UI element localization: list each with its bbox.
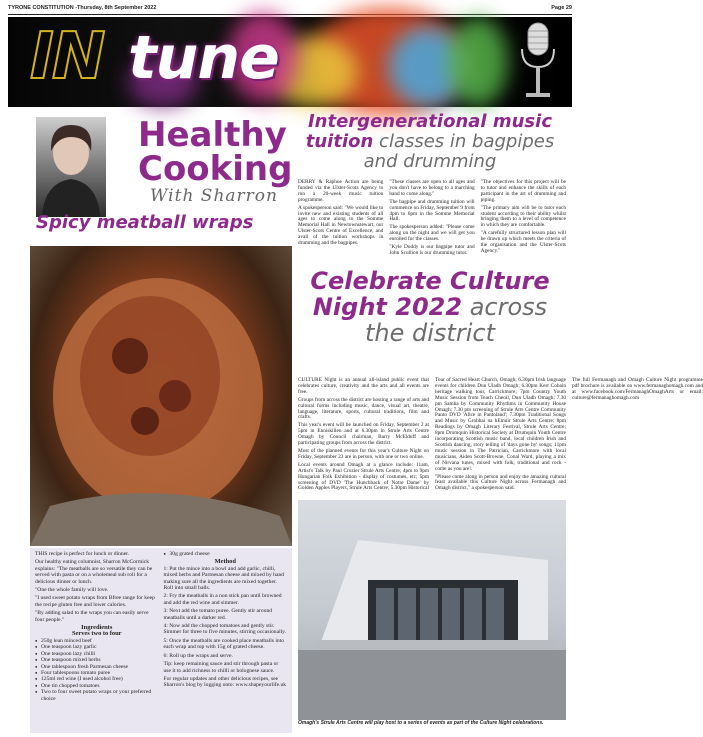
page-number: Page 29 — [551, 5, 572, 11]
recipe-title: Spicy meatball wraps — [36, 212, 254, 233]
article-paragraph: Local events around Omagh at a glance include: 11am, Artist's Talk by Paul Crozier Strule Arts Centre; 4pm to 9pm Hungarian Folk Exhibition - display of costumes, etc; 5pm screening of DVD 'The Hunchback of Notre Dame' by Golden Apples Players, Strule Arts Centre; 5.30pm Historical Tour of Sacred Heart Church, Omagh; 6.30pm Irish language events for children Dun Uladh Omagh; 6.30pm Kerr Cobain heritage walking tour, Carrickmore; 7pm Country Youth Music Session from Teach Cheoil, Dun Uladh Omagh; 7.30 pm Samba by Community Rhythms in Community House Omagh; 7.30 pm screening of Strule Arts Centre Community Panto DVD 'Alice in Pantoland'; 7.30pm Traditional Songs and Music by Grobhaí na hEmuir Strule Arts Centre; 8pm Readings by Omagh Literary Festival, Strule Arts Centre; 8pm Drumquin Historical Society at Drumquin Youth Centre incorporating Scottish music band, local children Irish and Scottish dancing, story telling of 'days gone by' songs; 11pm music session in The Patrician, Carrickmore with local musicians, Aiden Scott-Browne, Conal Ward, playing a mix of Nirvana tunes, mixed with folk, traditional and rock - come as you are!. — [298, 377, 566, 492]
recipe-right-column — [164, 551, 288, 730]
method-tip: Tip: keep remaining sauce and stir through pasta or use it to add richness to chilli or bolognese sauce. — [163, 661, 279, 674]
ingredient-item: ● One teaspoon lazy garlic — [35, 644, 159, 650]
page-header — [8, 3, 572, 15]
ingredient-item: ● 125ml red wine (I used alcohol free) — [35, 676, 159, 682]
culture-headline-a: Celebrate Culture Night 2022 — [310, 267, 550, 321]
intro-p4: "I used sweet potato wraps from Bfree range for keep the recipe gluten free and lower calories. — [35, 595, 155, 608]
intro-p1: THIS recipe is perfect for lunch or dinner. — [35, 551, 130, 557]
ingredient-item: ● One teaspoon mixed herbs — [35, 657, 159, 663]
article-paragraph: The spokesperson added: "Please come along on the night and we will get you enrolled for the classes. — [389, 224, 475, 243]
culture-article — [298, 377, 703, 494]
intergen-headline-a: Intergenerational music tuition — [305, 111, 552, 152]
serves-heading: Serves two to four — [71, 630, 122, 638]
article-paragraph: This year's event will be launched on Friday, September 2 at 5pm in Enniskillen and at 6.30pm in Strule Arts Centre Omagh by Council chairman, Barry McElduff and participating groups from across the district. — [298, 422, 429, 447]
article-paragraph: Groups from across the district are hosting a range of arts and cultural forms including music, dance, visual art, theatre, language, literature, sports, cultural traditions, film and crafts. — [298, 396, 429, 421]
article-paragraph: "The primary aim will be to tutor each student according to their ability whilst bringing them to a level of competence in which they are comfortable. — [480, 204, 566, 229]
ingredient-item: ● One teaspoon lazy chilli — [35, 651, 159, 657]
ingredient-item: ● One tin chopped tomatoes — [35, 683, 159, 689]
method-step: 5: Once the meatballs are cooked place meatballs into each wrap and top with 15g of grated cheese. — [163, 637, 285, 651]
article-paragraph: The bagpipe and drumming tuition will commence on Friday, September 9 from 4pm to 6pm in the Somme Memorial Hall. — [389, 198, 475, 223]
intro-p5: "By adding salad to the wraps you can easily serve four people." — [35, 610, 149, 623]
intune-banner — [8, 17, 572, 107]
article-paragraph: DERRY & Raphoe Action are being funded via the Ulster-Scots Agency to run a 20-week music tuition programme. — [298, 179, 384, 203]
intro-p3: "One the whole family will love. — [35, 587, 109, 594]
intro-p2: Our healthy eating columnist, Sharron McCormick explains: "The meatballs are so versatile they can be served with pasta or on a wholemeal sub roll for a delicious dinner or lunch. — [35, 559, 153, 585]
method-heading: Method — [214, 558, 236, 566]
columnist-portrait — [36, 117, 106, 217]
article-paragraph: "The objectives for this project will be to tutor and enhance the skills of each participant in the art of drumming and piping. — [480, 179, 566, 203]
blog-note: For regular updates and other delicious recipes, see Sharron's blog by logging onto: www.shapeyourlife.uk — [163, 675, 287, 689]
ingredients-list-cont — [164, 551, 288, 557]
logo-in: IN — [30, 20, 104, 94]
intergen-article — [298, 180, 566, 268]
meatball-wrap-photo — [30, 246, 292, 546]
article-paragraph: "Kyle Duddy is our bagpipe tutor and John Scullion is our drumming tutor. — [389, 244, 475, 256]
logo-tune: tune — [128, 23, 279, 93]
article-paragraph: "These classes are open to all ages and you don't have to belong to a marching band to come along." — [389, 179, 475, 197]
strule-arts-centre-photo — [298, 500, 566, 720]
intergen-headline — [296, 112, 564, 172]
intergen-headline-b: classes in bagpipes and drumming — [363, 131, 555, 172]
ingredient-item: ● 30g grated cheese — [164, 551, 288, 557]
culture-headline-b: across the district — [365, 293, 548, 347]
article-paragraph: "A carefully structured lesson plan will be drawn up which meets the criteria of the organisation and the Ulster-Scots Agency." — [480, 230, 566, 254]
ingredients-heading: Ingredients — [81, 624, 113, 632]
column-byline: With Sharron — [150, 186, 278, 206]
recipe-text-box — [30, 548, 292, 733]
recipe-left-column — [35, 551, 159, 730]
method-step: 1: Put the mince into a bowl and add garlic, chilli, mixed herbs and Parmesan cheese and mixed by hand making sure all the ingredients are mixed together. Roll into small balls. — [163, 565, 285, 592]
photo-caption: Omagh's Strule Arts Centre will play host to a series of events as part of the Culture Night celebrations. — [298, 720, 544, 726]
culture-headline — [296, 268, 564, 346]
header-date: TYRONE CONSTITUTION -Thursday, 8th September 2022 — [8, 5, 157, 11]
method-step: 2: Fry the meatballs in a non stick pan until browned and add the red wine and simmer. — [163, 593, 282, 606]
title-line-2: Cooking — [138, 149, 293, 189]
ingredient-item: ● Two to four sweet potato wraps or your preferred choice — [35, 689, 159, 702]
article-paragraph: A spokesperson said: "We would like to invite new and existing students of all ages to come along to the Somme Memorial Hall in Newtownstewart, our Ulster-Scots Centre of Excellence, and avail of the tuition workshops in drumming and the bagpipes. — [298, 204, 384, 247]
ingredient-item: ● One tablespoon fresh Parmesan cheese — [35, 664, 159, 670]
healthy-cooking-title — [138, 115, 294, 189]
microphone-icon — [510, 19, 566, 105]
method-step: 4: Now add the chopped tomatoes and gently stir. Simmer for three to five minutes, stirring occasionally. — [163, 623, 287, 636]
article-paragraph: Most of the planned events for this year's Culture Night on Friday, September 23 are in person, with one or two online. — [298, 447, 429, 460]
method-step: 6: Roll up the wraps and serve. — [163, 652, 233, 659]
article-paragraph: CULTURE Night is an annual all-island public event that celebrates culture, creativity and the arts and all events are free. — [298, 377, 429, 395]
ingredient-item: ● Four tablespoons tomato puree — [35, 670, 159, 676]
article-paragraph: The full Fermanagh and Omagh Culture Night programme pdf brochure is available on www.fermanaghomagh.com and at www.facebook.com/FermanaghOmaghArts or email: culture@fermanaghomagh.com — [572, 377, 703, 401]
ingredients-list — [35, 638, 159, 702]
article-paragraph: "Please come along in person and enjoy the amazing cultural feast available this Culture Night across Fermanagh and Omagh district," a spokesperson said. — [435, 473, 566, 492]
method-step: 3: Next add the tomato puree. Gently stir around meatballs until a darker red. — [163, 608, 273, 621]
title-line-1: Healthy — [138, 115, 287, 155]
ingredient-item: ● 250g lean minced beef — [35, 638, 159, 644]
